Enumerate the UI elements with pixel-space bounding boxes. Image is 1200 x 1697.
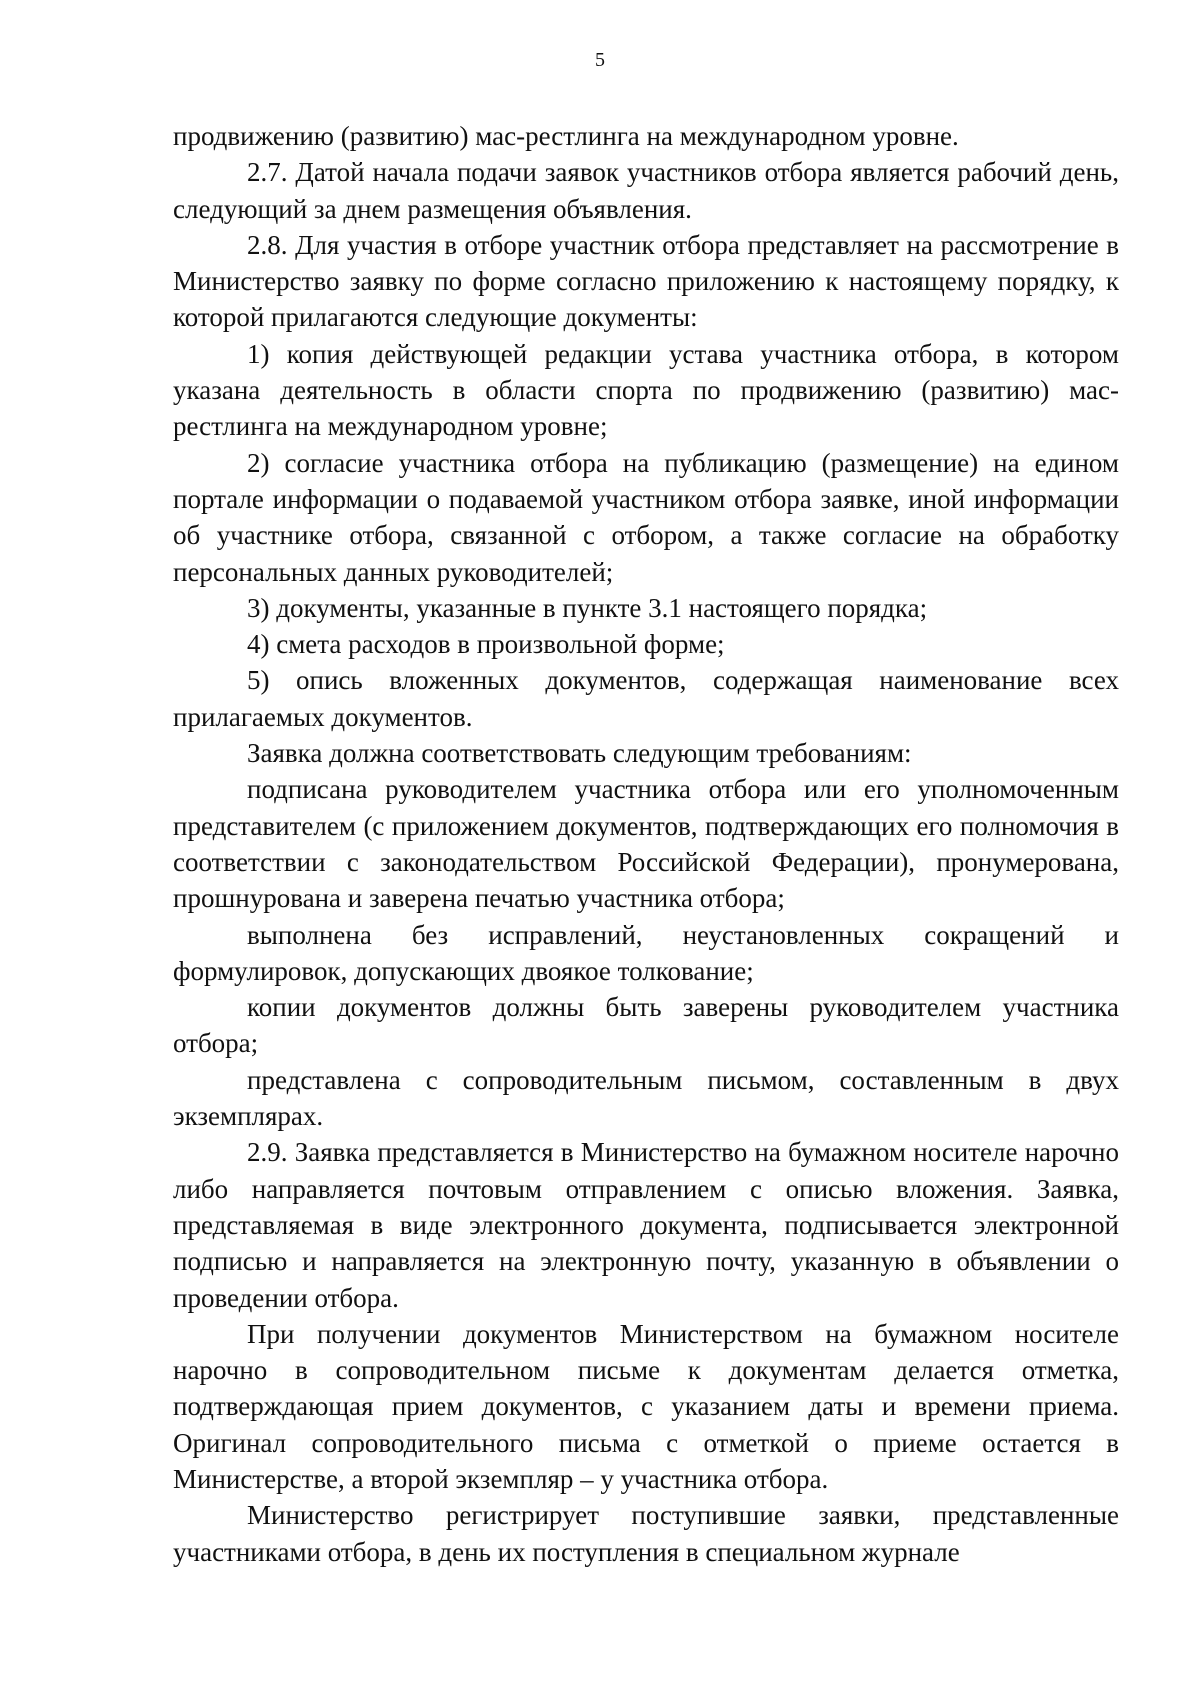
paragraph-2-7: 2.7. Датой начала подачи заявок участников отбора является рабочий день, следующий за днем размещения объявления. — [173, 157, 1119, 224]
requirement-no-corrections: выполнена без исправлений, неустановленных сокращений и формулировок, допускающих двоякое толкование; — [173, 919, 1119, 986]
page-number: 5 — [595, 49, 605, 71]
list-item-1: 1) копия действующей редакции устава участника отбора, в котором указана деятельность в области спорта по продвижению (развитию) мас-рестлинга на международном уровне; — [173, 338, 1119, 442]
paragraph-registration: Министерство регистрирует поступившие заявки, представленные участниками отбора, в день их поступления в специальном журнале — [173, 1500, 1119, 1567]
requirement-certified-copies: копии документов должны быть заверены руководителем участника отбора; — [173, 992, 1119, 1059]
requirements-intro: Заявка должна соответствовать следующим требованиям: — [247, 738, 912, 769]
list-item-5: 5) опись вложенных документов, содержащая наименование всех прилагаемых документов. — [173, 665, 1119, 732]
paragraph-2-9: 2.9. Заявка представляется в Министерство на бумажном носителе нарочно либо направляется почтовым отправлением с описью вложения. Заявка, представляемая в виде электронного документа, подписывается электронной подписью и направляется на электронную почту, указанную в объявлении о проведении отбора. — [173, 1137, 1119, 1313]
document-body — [173, 118, 1119, 1570]
list-item-3: 3) документы, указанные в пункте 3.1 настоящего порядка; — [247, 592, 928, 623]
paragraph-continuation: продвижению (развитию) мас-рестлинга на международном уровне. — [173, 121, 959, 151]
paragraph-2-8: 2.8. Для участия в отборе участник отбора представляет на рассмотрение в Министерство заявку по форме согласно приложению к настоящему порядку, к которой прилагаются следующие документы: — [173, 229, 1119, 333]
requirement-signed: подписана руководителем участника отбора или его уполномоченным представителем (с приложением документов, подтверждающих его полномочия в соответствии с законодательством Российской Федерации), пронумерована, прошнурована и заверена печатью участника отбора; — [173, 774, 1119, 914]
paragraph-receipt: При получении документов Министерством на бумажном носителе нарочно в сопроводительном письме к документам делается отметка, подтверждающая прием документов, с указанием даты и времени приема. Оригинал сопроводительного письма с отметкой о приеме остается в Министерстве, а второй экземпляр – у участника отбора. — [173, 1318, 1119, 1494]
requirement-cover-letter: представлена с сопроводительным письмом, составленным в двух экземплярах. — [173, 1064, 1119, 1132]
list-item-2: 2) согласие участника отбора на публикацию (размещение) на едином портале информации о подаваемой участником отбора заявке, иной информации об участнике отбора, связанной с отбором, а также согласие на обработку персональных данных руководителей; — [173, 447, 1119, 587]
list-item-4: 4) смета расходов в произвольной форме; — [247, 629, 725, 660]
